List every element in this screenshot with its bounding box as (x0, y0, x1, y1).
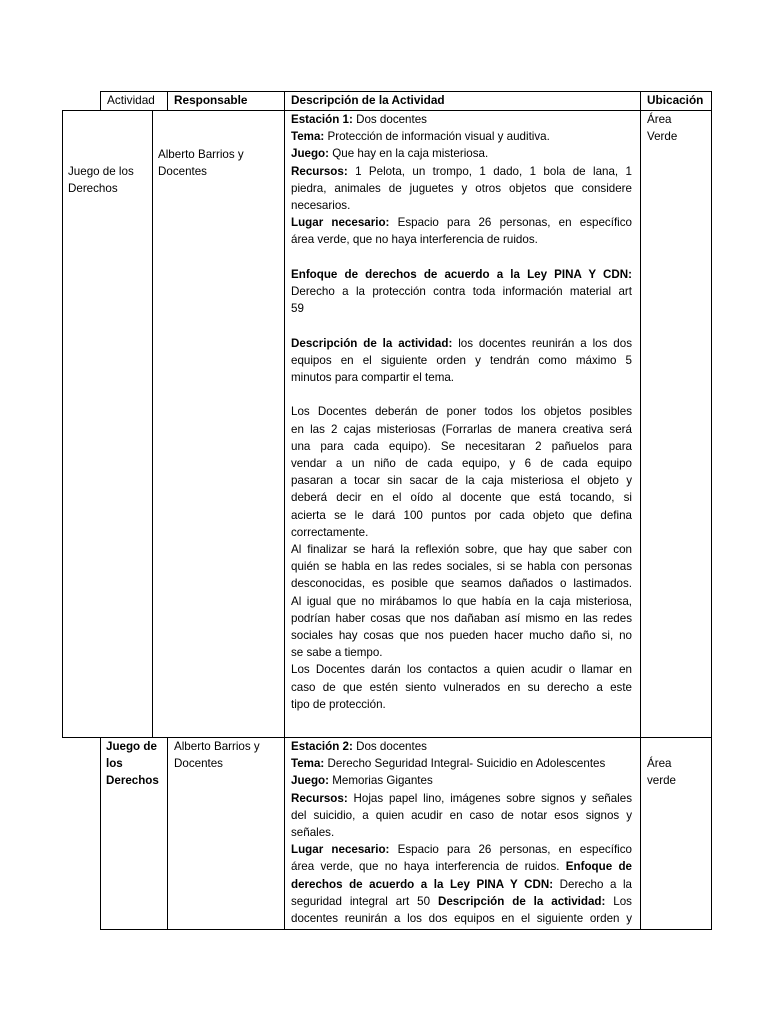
row2-responsable: Alberto Barrios y Docentes (174, 740, 260, 771)
row1-descripcion: Estación 1: Dos docentes Tema: Protección de información visual y auditiva. Juego: Que hay en la caja misteriosa. Recursos: 1 Pelota, un trompo, 1 dado, 1 bola de lana, 1 piedra, animales de juguetes y otros objetos que considere necesarios. Lugar necesario: Espacio para 26 personas, en específico área verde, que no haya interferencia de ruidos. Enfoque de derechos de acuerdo a la Ley PINA Y CDN: Derecho a la protección contra toda información material art 59 Descripción de la actividad: los docentes reunirán a los dos equipos en el siguiente orden y tendrán como máximo 5 minutos para compartir el tema. Los Docentes deberán de poner todos los objetos posibles en las 2 cajas misteriosas (Forrarlas de manera creativa será una para cada equipo). Se necesitaran 2 pañuelos para vendar a un niño de cada equipo, y 6 de cada equipo pasaran a tocar sin sacar de la caja misteriosa el objeto y deberá decir en el oído al docente que está tocando, si acierta se le dará 100 puntos por cada objeto que defina correctamente. Al finalizar se hará la reflexión sobre, que hay que saber con quién se habla en las redes sociales, si se habla con personas desconocidas, es posible que seamos dañados o lastimados. Al igual que no mirábamos lo que había en la caja misteriosa, podrían haber cosas que nos dañaban así mismo en las redes sociales hay cosas que nos pueden hacer mucho daño si, no se sabe a tiempo. Los Docentes darán los contactos a quien acudir o llamar en caso de que estén siento vulnerados en su derecho a este tipo de protección. (291, 113, 632, 711)
row1-estacion: Estación 1: Dos docentes (291, 113, 427, 126)
row1-paragraph-3: Los Docentes darán los contactos a quien acudir o llamar en (291, 663, 632, 677)
row1-responsable: Alberto Barrios y Docentes (158, 148, 244, 179)
row1-actividad: Juego de los Derechos (68, 165, 134, 196)
row1-tema: Tema: Protección de información visual y auditiva. (291, 130, 550, 144)
row1-paragraph-2: Al finalizar se hará la reflexión sobre, que hay que saber con (291, 543, 632, 557)
row1-paragraph-1: Los Docentes deberán de poner todos los objetos posibles (291, 405, 632, 419)
header-actividad: Actividad (107, 93, 155, 107)
row2-actividad: Juego de los Derechos (106, 740, 159, 788)
row2-tema: Tema: Derecho Seguridad Integral- Suicidio en Adolescentes (291, 757, 606, 771)
row1-juego: Juego: Que hay en la caja misteriosa. (291, 147, 489, 161)
row1-ubicacion: Área Verde (647, 113, 678, 144)
row1-recursos: Recursos: 1 Pelota, un trompo, 1 dado, 1 bola de lana, 1 (291, 164, 632, 178)
header-ubicacion: Ubicación (647, 93, 704, 107)
header-responsable: Responsable (174, 93, 248, 107)
row1-enfoque: Enfoque de derechos de acuerdo a la Ley PINA Y CDN: (291, 267, 632, 281)
row1-cell-responsable (152, 110, 285, 738)
row2-descripcion: Estación 2: Dos docentes Tema: Derecho Seguridad Integral- Suicidio en Adolescentes Juego: Memorias Gigantes Recursos: Hojas papel lino, imágenes sobre signos y señales del suicidio, a quien acudir en caso de notar esos signos y señales. Lugar necesario: Espacio para 26 personas, en específico área verde, que no haya interferencia de ruidos. Enfoque de derechos de acuerdo a la Ley PINA Y CDN: Derecho a la seguridad integral art 50 Descripción de la actividad: Los docentes reunirán a los dos equipos en el siguiente orden y (291, 740, 632, 926)
row1-lugar: Lugar necesario: Espacio para 26 personas, en específico (291, 216, 632, 230)
row1-descripcion-actividad: Descripción de la actividad: los docentes reunirán a los dos (291, 336, 632, 350)
row2-estacion: Estación 2: Dos docentes (291, 740, 427, 753)
row2-recursos: Recursos: Hojas papel lino, imágenes sobre signos y señales (291, 791, 632, 805)
row1-cell-actividad (62, 110, 153, 738)
row2-lugar: Lugar necesario: Espacio para 26 personas, en específico (291, 843, 632, 857)
header-descripcion: Descripción de la Actividad (291, 93, 445, 107)
row2-ubicacion: Área verde (647, 757, 677, 788)
row1-cell-ubicacion (640, 110, 712, 738)
row2-juego: Juego: Memorias Gigantes (291, 774, 433, 788)
